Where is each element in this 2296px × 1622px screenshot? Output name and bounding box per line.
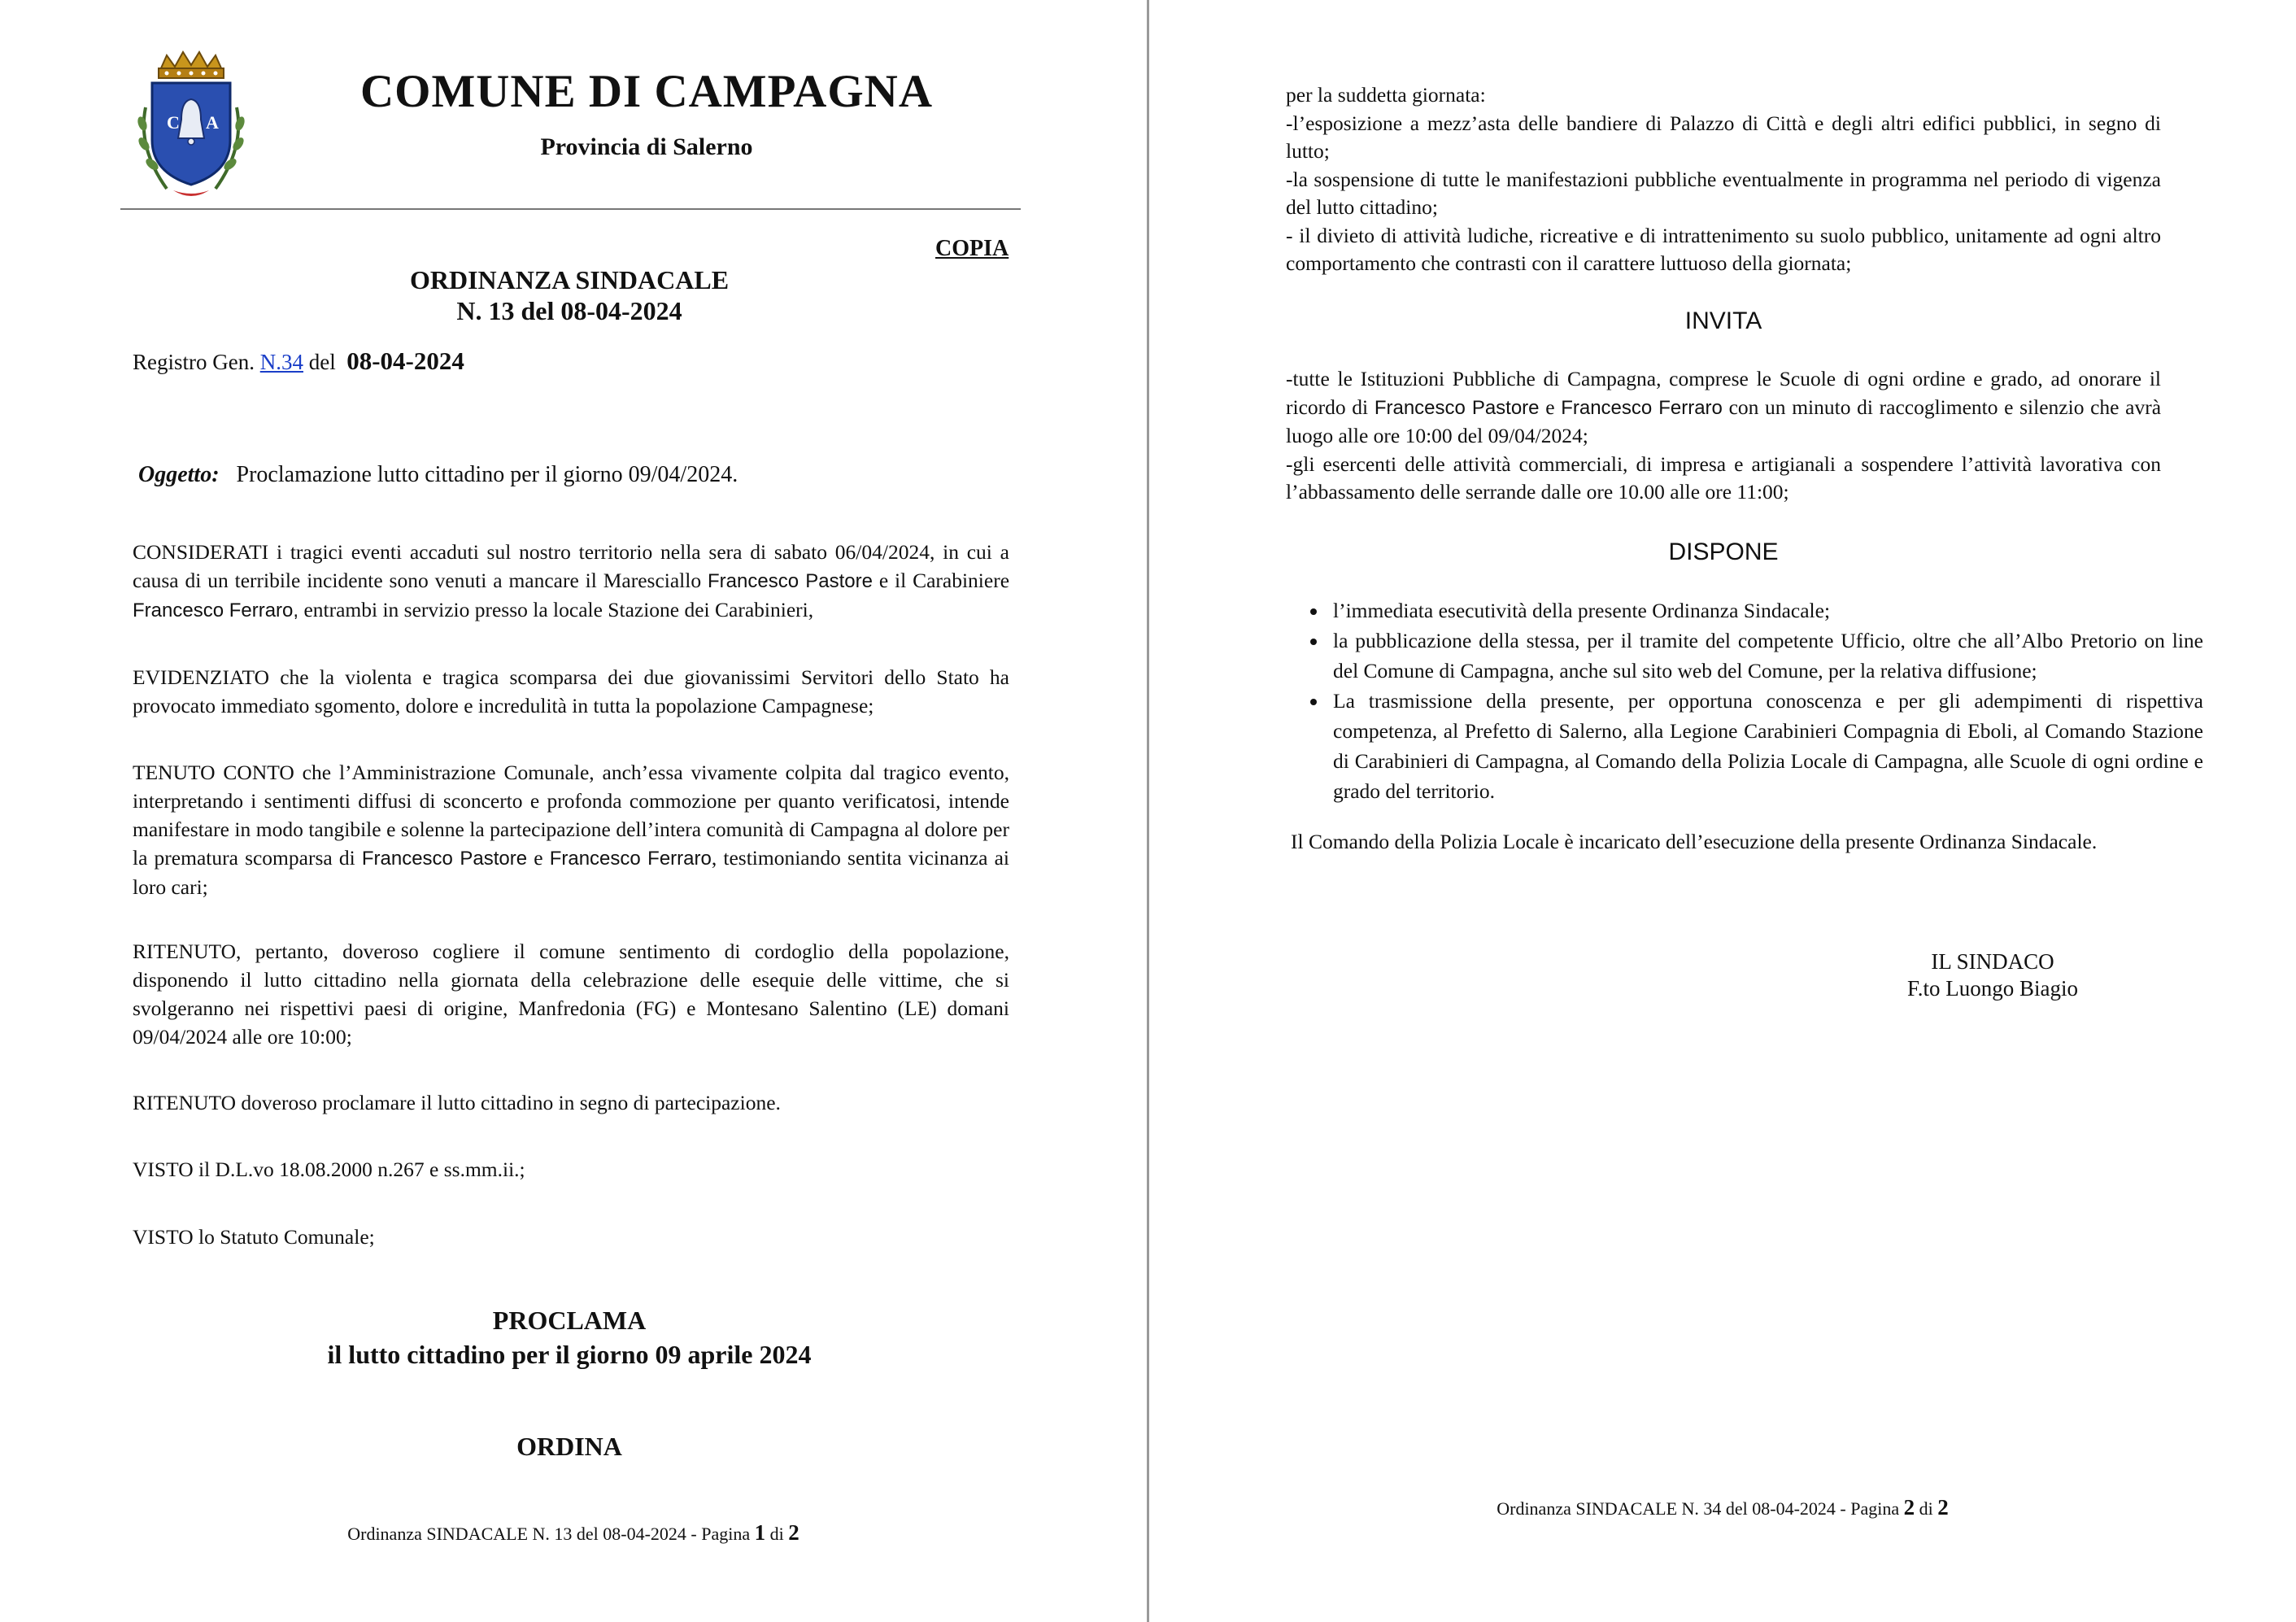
registro-number-link[interactable]: N.34 — [259, 350, 303, 374]
crest-letter-c: C — [167, 112, 180, 133]
name-ferraro: Francesco Ferraro — [1561, 396, 1723, 419]
header-rule — [120, 208, 1021, 210]
invita-heading: INVITA — [1684, 307, 1762, 334]
crest-letter-a: A — [206, 112, 219, 133]
name-pastore: Francesco Pastore — [1374, 396, 1540, 419]
registro-del: del — [308, 350, 336, 374]
paragraph-visto-statuto: VISTO lo Statuto Comunale; — [133, 1225, 375, 1249]
registro-date: 08-04-2024 — [346, 347, 464, 375]
provincia-subtitle: Provincia di Salerno — [540, 133, 753, 160]
ordinanza-number: N. 13 del 08-04-2024 — [456, 296, 682, 325]
footer-page-number: 1 — [754, 1520, 766, 1545]
footer-di: di — [1919, 1498, 1933, 1519]
intro-line-3: -la sospensione di tutte le manifestazioni pubbliche eventualmente in programma nel periodo di vigenza del lutto cittadino; — [1286, 167, 2161, 219]
sindaco-title: IL SINDACO — [1931, 949, 2054, 974]
registro-line — [133, 347, 464, 376]
paragraph-considerati — [133, 538, 1009, 625]
footer-text: Ordinanza SINDACALE N. 13 del 08-04-2024 - Pagina — [347, 1524, 751, 1544]
name-ferraro: Francesco Ferraro, — [133, 600, 299, 621]
page-2-footer — [1149, 1495, 2296, 1520]
paragraph-ritenuto: RITENUTO, pertanto, doveroso cogliere il comune sentimento di cordoglio della popolazione, disponendo il lutto cittadino nella giornata della celebrazione delle esequie delle vittime, che si svolgeranno nei rispettivi paesi di origine, Manfredonia (FG) e Montesano Salentino (LE) domani 09/04/2024 alle ore 10:00; — [133, 940, 1009, 1049]
invita-text-1b: con un minuto di raccoglimento e silenzio che avrà luogo alle ore 10:00 del 09/04/2024; — [1286, 395, 2162, 447]
list-item: • La trasmissione della presente, per opportuna conoscenza e per gli adempimenti di rispettiva competenza, al Prefetto di Salerno, alla Legione Carabinieri Compagnia di Eboli, al Comando Stazione di Carabinieri di Campagna, al Comando della Polizia Locale di Campagna, alle Scuole di ogni ordine e grado del territorio. — [1328, 686, 2203, 806]
registro-prefix: Registro Gen. — [133, 350, 255, 374]
invita-text-1a: -tutte le Istituzioni Pubbliche di Campagna, comprese le Scuole di ogni ordine e grado, ad onorare il ricordo di — [1286, 367, 2161, 419]
list-item: • la pubblicazione della stessa, per il tramite del competente Ufficio, oltre che all’Albo Pretorio on line del Comune di Campagna, anche sul sito web del Comune, per la relativa diffusione; — [1328, 626, 2203, 686]
footer-page-total: 2 — [788, 1520, 799, 1545]
proclama-subheading: il lutto cittadino per il giorno 09 aprile 2024 — [327, 1340, 812, 1369]
ordinanza-title — [244, 264, 895, 326]
name-ferraro: Francesco Ferraro — [549, 848, 712, 870]
name-pastore: Francesco Pastore — [708, 570, 873, 592]
paragraph-ritenuto-2: RITENUTO doveroso proclamare il lutto cittadino in segno di partecipazione. — [133, 1091, 781, 1114]
intro-line-4: - il divieto di attività ludiche, ricreative e di intrattenimento su suolo pubblico, unitamente ad ogni altro comportamento che contrasti con il carattere luttuoso della giornata; — [1286, 223, 2161, 275]
paragraph-visto-dlvo: VISTO il D.L.vo 18.08.2000 n.267 e ss.mm.ii.; — [133, 1158, 525, 1181]
oggetto-text: Proclamazione lutto cittadino per il giorno 09/04/2024. — [236, 462, 738, 487]
paragraph-tenuto-conto — [133, 758, 1009, 901]
page-1-footer — [0, 1520, 1147, 1546]
list-item: • l’immediata esecutività della presente Ordinanza Sindacale; — [1328, 595, 2203, 626]
invita-paragraph — [1286, 365, 2161, 507]
oggetto-label: Oggetto: — [138, 462, 220, 487]
considerati-text-3: entrambi in servizio presso la locale Stazione dei Carabinieri, — [303, 598, 814, 621]
sindaco-name: F.to Luongo Biagio — [1906, 976, 2079, 1001]
comando-paragraph: Il Comando della Polizia Locale è incaricato dell’esecuzione della presente Ordinanza Sindacale. — [1291, 830, 2098, 853]
tenuto-text-2: , testimoniando sentita vicinanza ai loro cari; — [133, 846, 1009, 899]
invita-item-2: -gli esercenti delle attività commerciali, di impresa e artigianali a sospendere l’attività lavorativa con l’abbassamento delle serrande dalle ore 10.00 alle ore 11:00; — [1286, 451, 2161, 504]
copia-label: COPIA — [935, 236, 1009, 261]
footer-page-number: 2 — [1903, 1495, 1915, 1520]
footer-di: di — [769, 1524, 784, 1544]
invita-and: e — [1545, 395, 1555, 419]
intro-line-2: -l’esposizione a mezz’asta delle bandiere di Palazzo di Città e degli altri edifici pubblici, in segno di lutto; — [1286, 111, 2161, 163]
ordina-heading: ORDINA — [516, 1432, 622, 1461]
proclama-heading: PROCLAMA — [492, 1306, 647, 1335]
comune-crest-icon — [134, 50, 248, 205]
name-pastore: Francesco Pastore — [361, 848, 528, 870]
tenuto-and: e — [534, 846, 543, 870]
considerati-text-1: CONSIDERATI i tragici eventi accaduti sul nostro territorio nella sera di sabato 06/04/2024, in cui a causa di un terribile incidente sono venuti a mancare il Maresciallo — [133, 540, 1009, 592]
dispone-heading: DISPONE — [1668, 538, 1779, 565]
oggetto-line — [138, 462, 738, 488]
dispone-list — [1286, 595, 2203, 806]
invita-item-1 — [1286, 365, 2161, 451]
intro-line-1: per la suddetta giornata: — [1286, 83, 1486, 107]
page2-intro — [1286, 81, 2161, 278]
footer-text: Ordinanza SINDACALE N. 34 del 08-04-2024 - Pagina — [1497, 1498, 1900, 1519]
footer-page-total: 2 — [1937, 1495, 1949, 1520]
comune-title: COMUNE DI CAMPAGNA — [359, 66, 934, 117]
considerati-text-2: e il Carabiniere — [878, 569, 1010, 592]
tenuto-text-1: TENUTO CONTO che l’Amministrazione Comunale, anch’essa vivamente colpita dal tragico evento, interpretando i sentimenti diffusi di sconcerto e profonda commozione per quanto verificatosi, intende manifestare in modo tangibile e solenne la partecipazione dell’intera comunità di Campagna al dolore per la prematura scomparsa di — [133, 761, 1009, 870]
ordinanza-heading: ORDINANZA SINDACALE — [409, 265, 730, 294]
sindaco-signature — [1830, 948, 2155, 1002]
paragraph-evidenziato: EVIDENZIATO che la violenta e tragica scomparsa dei due giovanissimi Servitori dello Stato ha provocato immediato sgomento, dolore e incredulità in tutta la popolazione Campagnese; — [133, 665, 1009, 717]
